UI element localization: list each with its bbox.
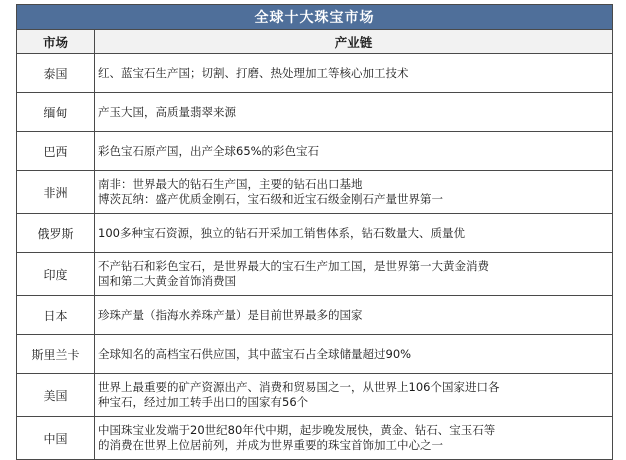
market-cell: 缅甸 [17,93,95,132]
chain-cell [95,253,613,296]
market-cell: 印度 [17,253,95,296]
chain-cell [95,374,613,417]
market-cell: 巴西 [17,132,95,171]
chain-line: 珍珠产量（指海水养珠产量）是目前世界最多的国家 [98,307,363,322]
market-cell: 泰国 [17,54,95,93]
table-row [17,253,613,296]
market-cell: 斯里兰卡 [17,335,95,374]
table-row [17,54,613,93]
chain-cell [95,296,613,335]
chain-line: 的消费在世界上位居前列，并成为世界重要的珠宝首饰加工中心之一 [98,438,443,452]
table-row [17,374,613,417]
header-industry-chain: 产业链 [95,30,613,54]
chain-line: 全球知名的高档宝石供应国，其中蓝宝石占全球储量超过90% [98,346,412,361]
chain-line: 红、蓝宝石生产国；切割、打磨、热处理加工等核心加工技术 [98,65,409,80]
table-row [17,296,613,335]
chain-line: 不产钻石和彩色宝石，是世界最大的宝石生产加工国，是世界第一大黄金消费 [98,259,489,273]
chain-cell [95,171,613,214]
chain-cell [95,335,613,374]
chain-cell [95,132,613,171]
jewelry-market-table [16,4,613,460]
market-cell: 美国 [17,374,95,417]
table-row [17,93,613,132]
table-row [17,132,613,171]
chain-line: 南非：世界最大的钻石生产国，主要的钻石出口基地 [98,177,363,191]
table-title-row [17,5,613,30]
chain-line: 中国珠宝业发端于20世纪80年代中期，起步晚发展快，黄金、钻石、宝玉石等 [98,423,496,437]
table-header-row [17,30,613,54]
table-row [17,417,613,460]
table-row [17,214,613,253]
chain-line: 世界上最重要的矿产资源出产、消费和贸易国之一，从世界上106个国家进口各 [98,380,500,394]
chain-line: 彩色宝石原产国，出产全球65%的彩色宝石 [98,143,320,158]
chain-cell [95,214,613,253]
chain-line: 100多种宝石资源，独立的钻石开采加工销售体系，钻石数量大、质量优 [98,225,465,240]
chain-cell [95,417,613,460]
market-cell: 中国 [17,417,95,460]
chain-line: 种宝石，经过加工转手出口的国家有56个 [98,395,309,409]
chain-cell [95,54,613,93]
chain-line: 国和第二大黄金首饰消费国 [98,274,236,288]
chain-line: 产玉大国，高质量翡翠来源 [98,104,236,119]
chain-line: 博茨瓦纳：盛产优质金刚石，宝石级和近宝石级金刚石产量世界第一 [98,192,443,206]
header-market: 市场 [17,30,95,54]
market-cell: 俄罗斯 [17,214,95,253]
table-row [17,171,613,214]
market-cell: 日本 [17,296,95,335]
market-cell: 非洲 [17,171,95,214]
jewelry-market-table-container [16,4,612,460]
table-title: 全球十大珠宝市场 [17,5,613,30]
table-row [17,335,613,374]
chain-cell [95,93,613,132]
